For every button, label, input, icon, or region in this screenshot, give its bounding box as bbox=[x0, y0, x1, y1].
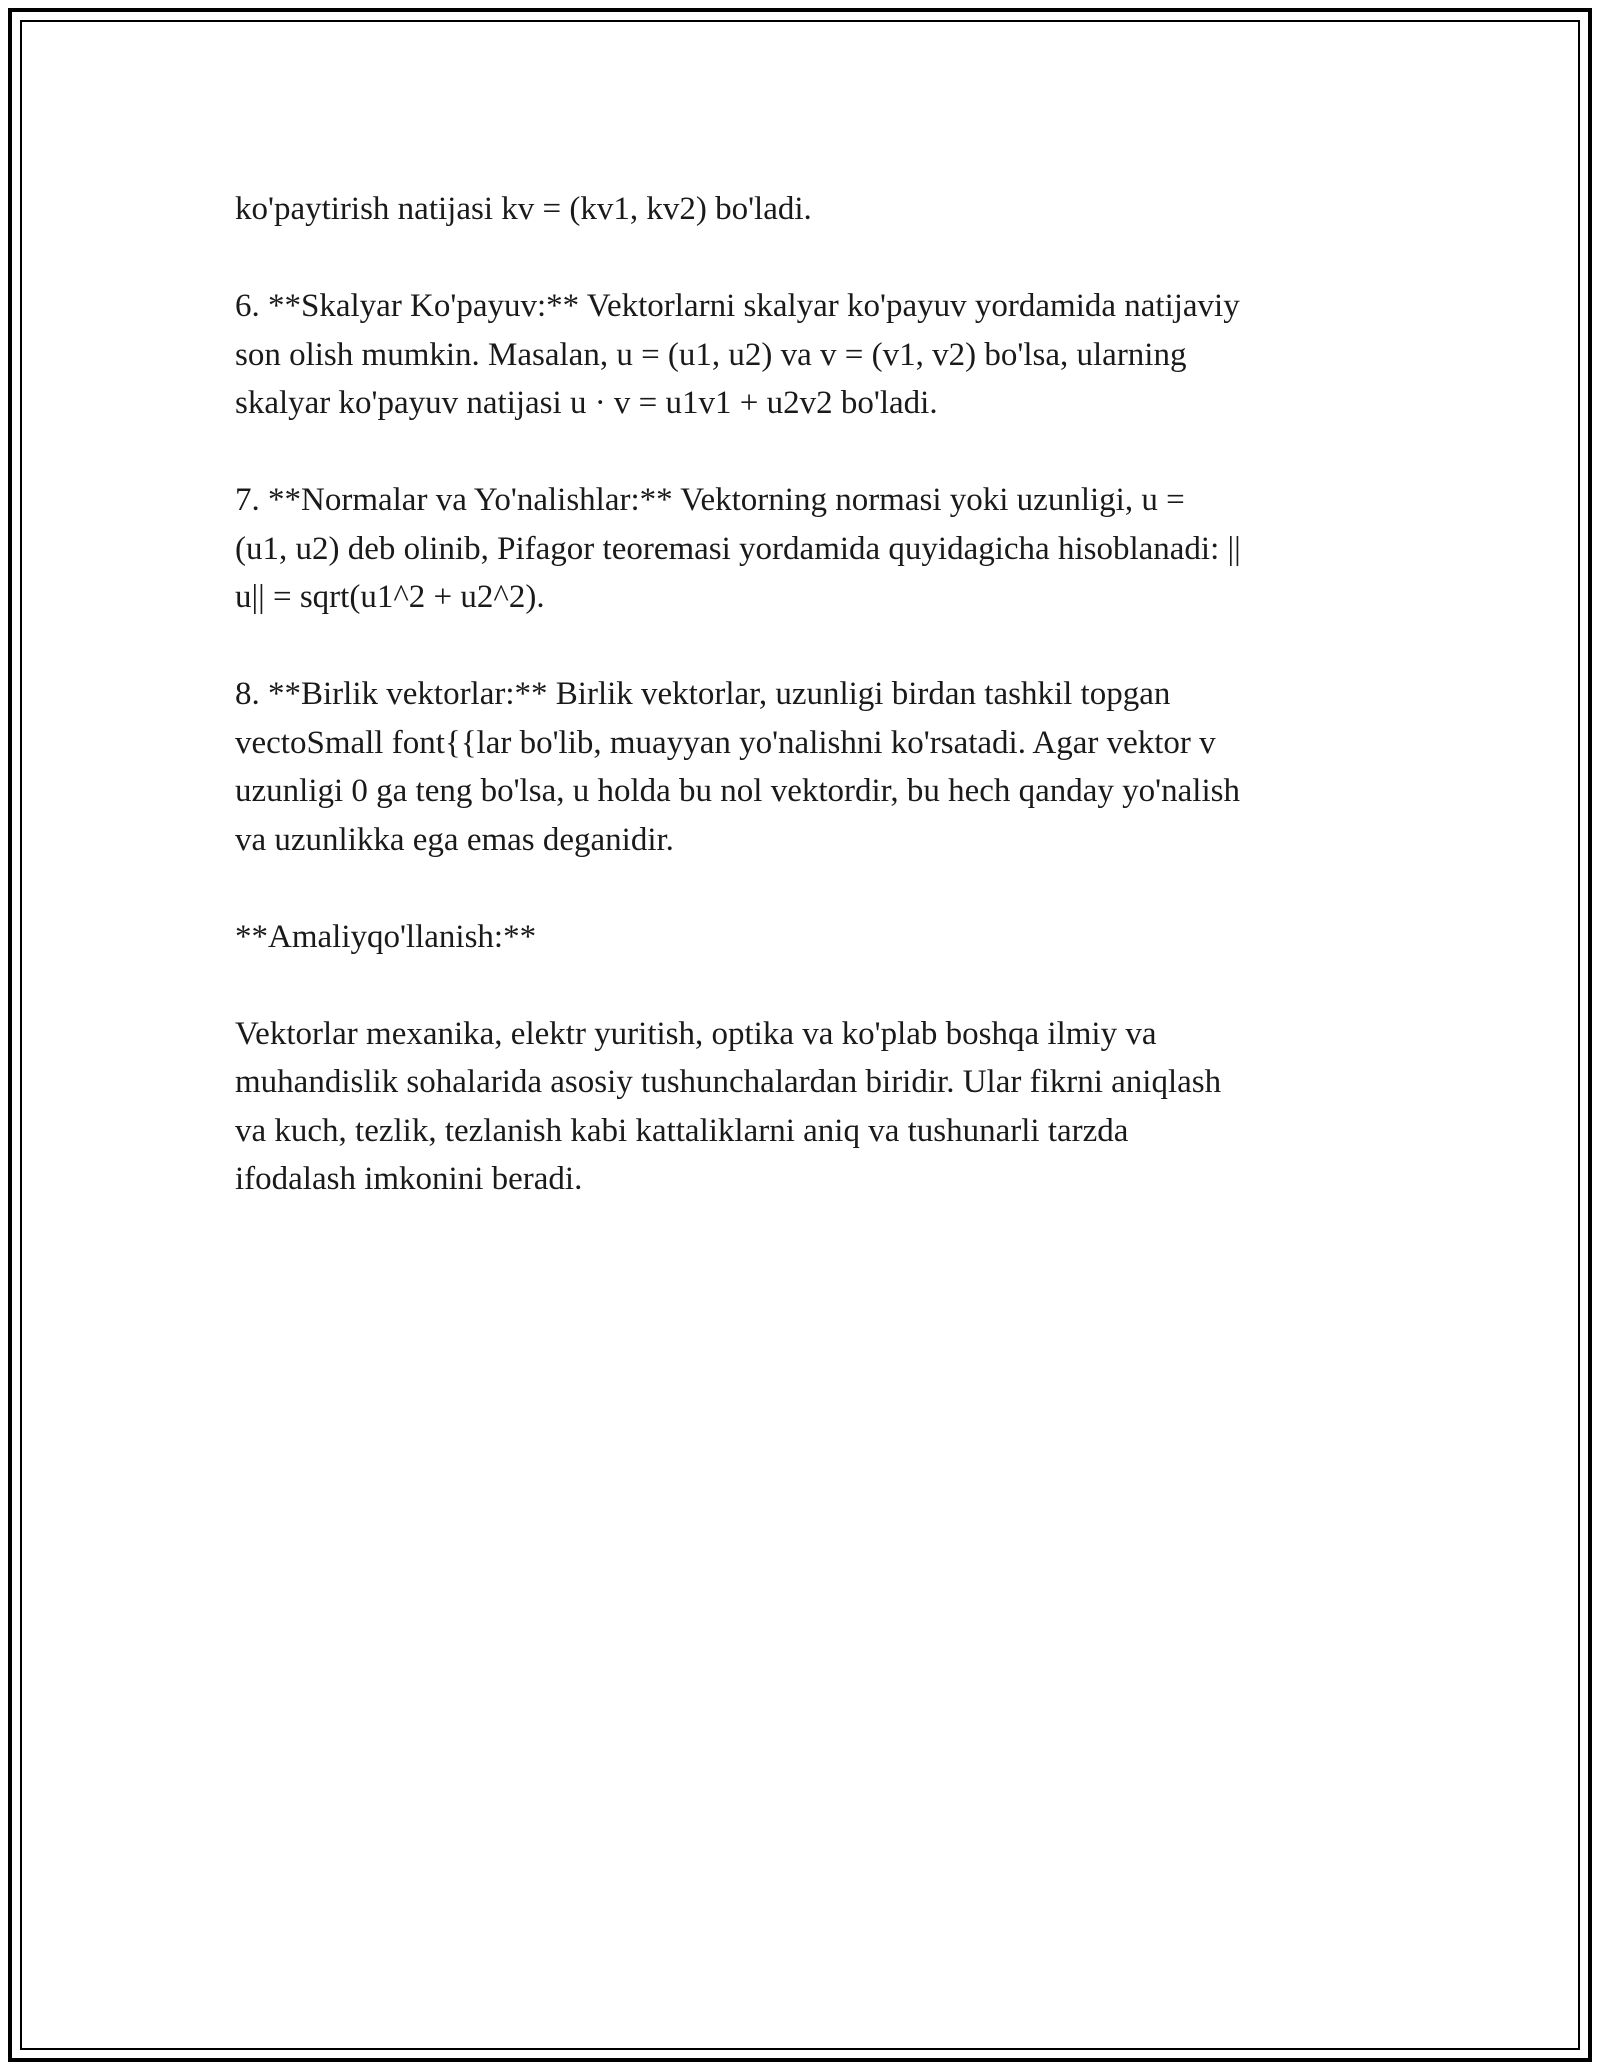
paragraph-scalar-multiplication-result: ko'paytirish natijasi kv = (kv1, kv2) bo'ladi. bbox=[235, 191, 812, 227]
paragraph-dot-product: 6. **Skalyar Ko'payuv:** Vektorlarni skalyar ko'payuv yordamida natijaviy son olish mumkin. Masalan, u = (u1, u2) va v = (v1, v2) bo'lsa, ularning skalyar ko'payuv natijasi u · v = u1v1 + u2v2 bo'ladi. bbox=[235, 288, 1240, 421]
paragraph-unit-vectors: 8. **Birlik vektorlar:** Birlik vektorlar, uzunligi birdan tashkil topgan vectoSmall font{{lar bo'lib, muayyan yo'nalishni ko'rsatadi. Agar vektor v uzunligi 0 ga teng bo'lsa, u holda bu nol vektordir, bu hech qanday yo'nalish va uzunlikka ega emas deganidir. bbox=[235, 676, 1240, 858]
paragraph-norms-directions: 7. **Normalar va Yo'nalishlar:** Vektorning normasi yoki uzunligi, u = (u1, u2) deb olinib, Pifagor teoremasi yordamida quyidagicha hisoblanadi: || u|| = sqrt(u1^2 + u2^2). bbox=[235, 482, 1241, 615]
section-heading-applications: **Amaliyqo'llanish:** bbox=[235, 918, 537, 955]
paragraph-applications: Vektorlar mexanika, elektr yuritish, optika va ko'plab boshqa ilmiy va muhandislik sohalarida asosiy tushunchalardan biridir. Ular fikrni aniqlash va kuch, tezlik, tezlanish kabi kattaliklarni aniq va tushunarli tarzda ifodalash imkonini beradi. bbox=[235, 1015, 1222, 1197]
document-body bbox=[235, 185, 1385, 1204]
